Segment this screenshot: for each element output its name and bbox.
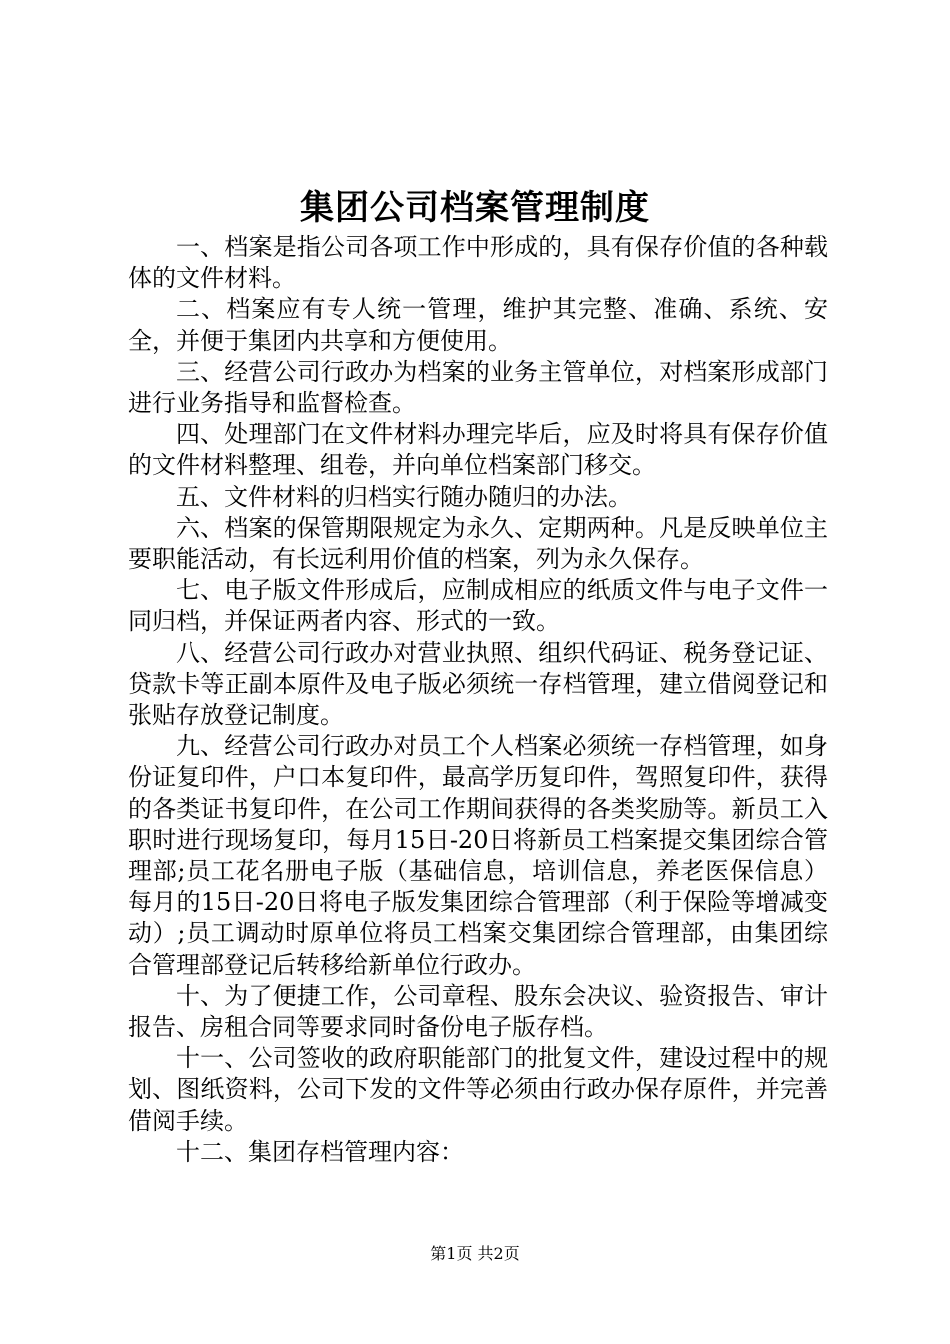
paragraph-10: 十、为了便捷工作，公司章程、股东会决议、验资报告、审计报告、房租合同等要求同时备份电子版存档。 [128,981,828,1042]
paragraph-6: 六、档案的保管期限规定为永久、定期两种。凡是反映单位主要职能活动，有长远利用价值的档案，列为永久保存。 [128,513,828,574]
page-footer: 第1页 共2页 [430,1244,520,1263]
paragraph-7: 七、电子版文件形成后，应制成相应的纸质文件与电子文件一同归档，并保证两者内容、形式的一致。 [128,576,828,636]
document-body [128,232,828,1168]
paragraph-1: 一、档案是指公司各项工作中形成的，具有保存价值的各种载体的文件材料。 [128,233,828,293]
paragraph-4: 四、处理部门在文件材料办理完毕后，应及时将具有保存价值的文件材料整理、组卷，并向单位档案部门移交。 [128,420,828,480]
paragraph-3: 三、经营公司行政办为档案的业务主管单位，对档案形成部门进行业务指导和监督检查。 [128,357,828,418]
paragraph-5: 五、文件材料的归档实行随办随归的办法。 [176,482,632,511]
paragraph-8: 八、经营公司行政办对营业执照、组织代码证、税务登记证、贷款卡等正副本原件及电子版必须统一存档管理，建立借阅登记和张贴存放登记制度。 [128,638,828,730]
document-title: 集团公司档案管理制度 [300,188,650,228]
paragraph-2: 二、档案应有专人统一管理，维护其完整、准确、系统、安全，并便于集团内共享和方便使用。 [128,295,828,355]
paragraph-11: 十一、公司签收的政府职能部门的批复文件，建设过程中的规划、图纸资料，公司下发的文件等必须由行政办保存原件，并完善借阅手续。 [128,1044,828,1135]
paragraph-9: 九、经营公司行政办对员工个人档案必须统一存档管理，如身份证复印件，户口本复印件，最高学历复印件，驾照复印件，获得的各类证书复印件，在公司工作期间获得的各类奖励等。新员工入职时进行现场复印，每月15日-20日将新员工档案提交集团综合管理部;员工花名册电子版（基础信息，培训信息，养老医保信息）每月的15日-20日将电子版发集团综合管理部（利于保险等增减变动）;员工调动时原单位将员工档案交集团综合管理部，由集团综合管理部登记后转移给新单位行政办。 [128,732,828,979]
paragraph-12: 十二、集团存档管理内容： [176,1137,464,1166]
